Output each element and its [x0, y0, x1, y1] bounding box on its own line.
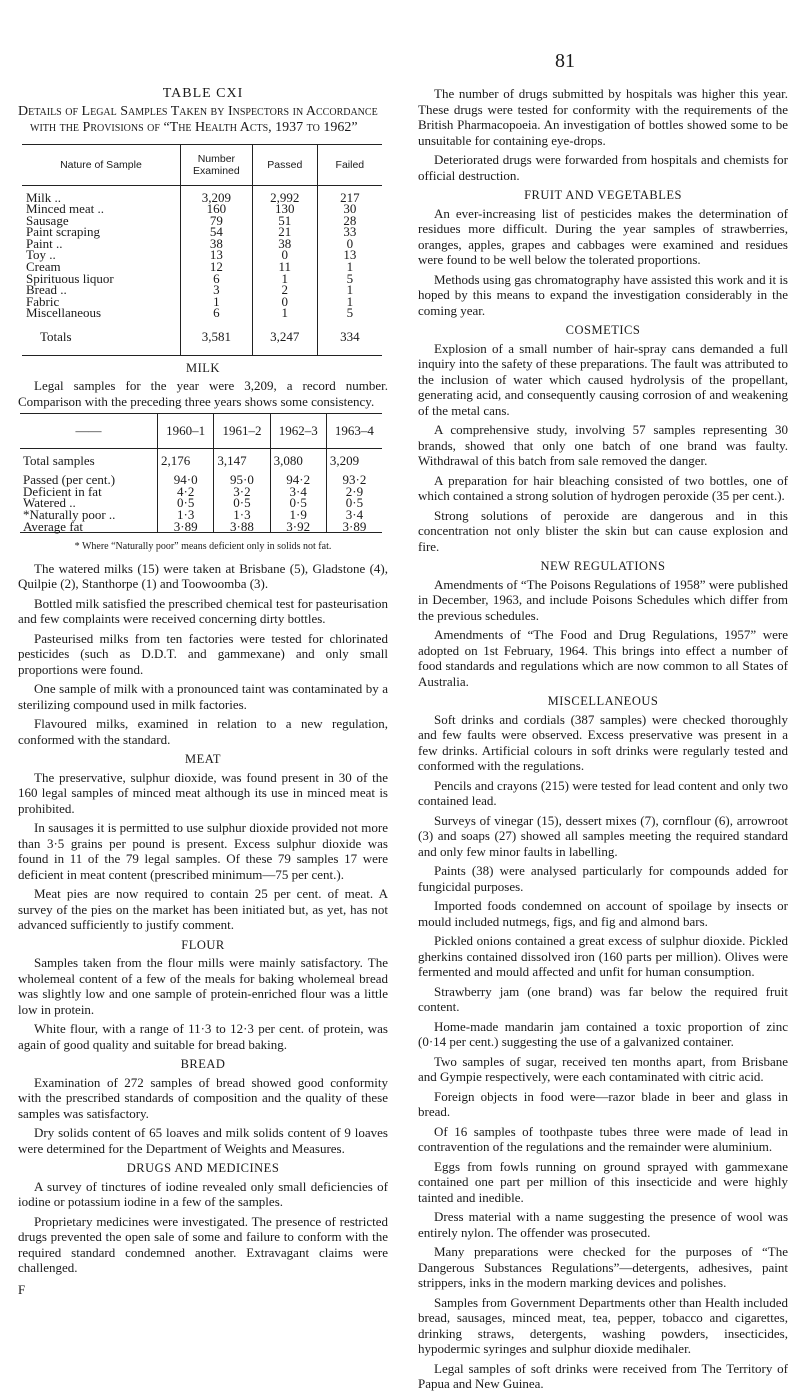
- table-cell: 1: [252, 307, 317, 319]
- table-cell: 130: [252, 203, 317, 215]
- table-cell: Cream: [26, 259, 61, 275]
- paragraph: Examination of 272 samples of bread showed good conformity with the prescribed standards of composition and the quality of these samples was satisfactory.: [18, 1074, 388, 1121]
- miscellaneous-paragraphs: [418, 712, 788, 1392]
- table-cell: Totals: [40, 329, 72, 345]
- table-cell: Milk ..: [26, 189, 62, 205]
- column-header: Number Examined: [180, 145, 252, 186]
- samples-table-header: [22, 145, 382, 186]
- paragraph: Strawberry jam (one brand) was far below the required fruit content.: [418, 983, 788, 1014]
- table-cell: *Naturally poor ..: [23, 507, 116, 522]
- table-cell: 3·89: [326, 521, 382, 533]
- right-column: [418, 86, 788, 1396]
- table-cell: 1·3: [214, 509, 270, 521]
- paragraph: Deteriorated drugs were forwarded from hospitals and chemists for official destruction.: [418, 152, 788, 183]
- table-cell: 28: [317, 215, 382, 227]
- table-cell: 3: [180, 284, 252, 296]
- paragraph: Surveys of vinegar (15), dessert mixes (7), cornflour (6), arrowroot (3) and soaps (27) showed all samples meeting the required standard and only few minor faults in labelling.: [418, 812, 788, 859]
- table-cell: 2,992: [252, 185, 317, 203]
- milk-comparison-table: [20, 414, 382, 532]
- table-row: [22, 249, 382, 261]
- table-cell: Fabric: [26, 293, 60, 309]
- table-cell: Paint scraping: [26, 224, 101, 240]
- paragraph: Pencils and crayons (215) were tested for lead content and only two contained lead.: [418, 777, 788, 808]
- samples-table: [22, 145, 382, 355]
- paragraph: Samples taken from the flour mills were mainly satisfactory. The wholemeal content of a few of the meals for baking wholemeal bread was slightly low and one sample of protein-enriched flour was a little low in protein.: [18, 955, 388, 1017]
- paragraph: Of 16 samples of toothpaste tubes three were made of lead in contravention of the regulations and the remainder were aluminium.: [418, 1123, 788, 1154]
- table-cell: 3·4: [326, 509, 382, 521]
- table-cell: 0·5: [326, 497, 382, 509]
- table-row: [20, 521, 382, 533]
- paragraph: Amendments of “The Food and Drug Regulations, 1957” were adopted on 1st February, 1964. This brings into effect a number of food standards and regulations which are now common to all States of Australia.: [418, 627, 788, 689]
- table-row: [22, 203, 382, 215]
- table-cell: 38: [252, 238, 317, 250]
- table-cell: 0: [317, 238, 382, 250]
- table-cell: 3·89: [158, 521, 214, 533]
- table-cell: 334: [317, 319, 382, 355]
- paragraph: Soft drinks and cordials (387 samples) were checked thoroughly and few faults were observed. Excess preservative was present in a few drinks. Artificial colours in soft drinks were regularly tested and conformed with the regulations.: [418, 711, 788, 773]
- section-heading-cosmetics: COSMETICS: [565, 323, 641, 337]
- section-heading-drugs: DRUGS AND MEDICINES: [126, 1161, 280, 1176]
- table-cell: 94·0: [158, 474, 214, 486]
- table-cell: 3,209: [326, 448, 382, 474]
- table-cell: 3·92: [270, 521, 326, 533]
- signature-letter: F: [18, 1281, 26, 1297]
- paragraph: One sample of milk with a pronounced taint was contaminated by a sterilizing compound used in milk factories.: [18, 681, 388, 712]
- paragraph: Legal samples for the year were 3,209, a record number. Comparison with the preceding three years shows some consistency.: [18, 378, 388, 409]
- table-cell: 51: [252, 215, 317, 227]
- paragraph: Explosion of a small number of hair-spray cans demanded a full inquiry into the safety of these preparations. The fault was attributed to the inclusion of water which caused hydrolysis of the propellant, generating acid, and consequently causing corrosion of and weakening of the metal cans.: [418, 340, 788, 418]
- table-cell: 0: [252, 296, 317, 308]
- table-cell: 2: [252, 284, 317, 296]
- paragraph: Meat pies are now required to contain 25 per cent. of meat. A survey of the pies on the market has been initiated but, as yet, has not advanced sufficiently to justify comment.: [18, 886, 388, 933]
- table-cell: 3·2: [214, 486, 270, 498]
- paragraph: Legal samples of soft drinks were received from The Territory of Papua and New Guinea.: [418, 1360, 788, 1391]
- paragraph: Eggs from fowls running on ground sprayed with gammexane contained one part per million of this insecticide and were highly tainted and inedible.: [418, 1158, 788, 1205]
- table-bottom-rule: [22, 355, 382, 356]
- table-cell: 217: [317, 185, 382, 203]
- paragraph: The number of drugs submitted by hospitals was higher this year. These drugs were tested for conformity with the requirements of the British Pharmacopoeia. An investigation of bottles showed some to be unsuitable for containing eye-drops.: [418, 86, 788, 148]
- paragraph: Pickled onions contained a great excess of sulphur dioxide. Pickled gherkins contained dissolved iron (160 parts per million). Olives were fermented and mould affected and unfit for human consumption.: [418, 933, 788, 979]
- table-cell: 1: [252, 273, 317, 285]
- paragraph: Imported foods condemned on account of spoilage by insects or mould included nutmegs, figs, and fig and almond bars.: [418, 898, 788, 929]
- paragraph: Bottled milk satisfied the prescribed chemical test for pasteurisation and few complaints were received concerning dirty bottles.: [18, 595, 388, 627]
- table-cell: 1·3: [158, 509, 214, 521]
- column-header: 1960–1: [158, 414, 214, 448]
- milk-paragraphs: [18, 561, 388, 748]
- bread-paragraphs: [18, 1075, 388, 1157]
- section-heading-miscellaneous: MISCELLANEOUS: [547, 694, 659, 708]
- section-heading-meat: MEAT: [184, 752, 222, 767]
- table-cell: 54: [180, 226, 252, 238]
- table-cell: Deficient in fat: [23, 483, 102, 499]
- table-cell: 5: [317, 307, 382, 319]
- table-title: TABLE CXI: [162, 86, 244, 101]
- table-caption: Details of Legal Samples Taken by Inspectors in Accordance with the Provisions of “The Health Acts, 1937 to 1962”: [18, 103, 378, 135]
- table-row: [22, 238, 382, 250]
- table-cell: 38: [180, 238, 252, 250]
- table-row: [22, 273, 382, 285]
- paragraph: The watered milks (15) were taken at Brisbane (5), Gladstone (4), Quilpie (2), Stanthorpe (1) and Toowoomba (3).: [18, 560, 388, 592]
- paragraph: Foreign objects in food were—razor blade in beer and glass in bread.: [418, 1088, 788, 1119]
- paragraph: Samples from Government Departments other than Health included bread, sausages, minced meat, tea, pepper, tobacco and cigarettes, drinking straws, detergents, washing powders, insecticides, hypodermic syringes and sulphur dioxide medihaler.: [418, 1294, 788, 1356]
- regulations-paragraphs: [418, 577, 788, 690]
- table-cell: 12: [180, 261, 252, 273]
- section-heading-regulations: NEW REGULATIONS: [540, 559, 666, 573]
- table-cell: Total samples: [23, 452, 95, 468]
- table-cell: Watered ..: [23, 495, 76, 511]
- page-number: 81: [555, 50, 575, 72]
- paragraph: Dress material with a name suggesting the presence of wool was entirely nylon. The offender was prosecuted.: [418, 1209, 788, 1240]
- table-cell: 1·9: [270, 509, 326, 521]
- table-cell: 0·5: [214, 497, 270, 509]
- table-cell: 0·5: [270, 497, 326, 509]
- table-cell: 0: [252, 249, 317, 261]
- paragraph: A survey of tinctures of iodine revealed only small deficiencies of iodine or potassium iodine in a few of the samples.: [18, 1178, 388, 1210]
- table-cell: 33: [317, 226, 382, 238]
- table-row: [22, 307, 382, 319]
- table-cell: 21: [252, 226, 317, 238]
- table-cell: Toy ..: [26, 247, 56, 263]
- paragraph: Pasteurised milks from ten factories were tested for chlorinated pesticides (such as D.D.T. and gammexane) and only small proportions were found.: [18, 630, 388, 677]
- table-cell: 3,247: [252, 319, 317, 355]
- table-cell: 3·88: [214, 521, 270, 533]
- table-cell: 94·2: [270, 474, 326, 486]
- table-cell: 93·2: [326, 474, 382, 486]
- totals-row: [22, 319, 382, 355]
- table-cell: Bread ..: [26, 282, 67, 298]
- paragraph: Dry solids content of 65 loaves and milk solids content of 9 loaves were determined for the Department of Weights and Measures.: [18, 1125, 388, 1156]
- table-cell: Minced meat ..: [26, 201, 104, 217]
- section-heading-flour: FLOUR: [181, 937, 225, 952]
- total-samples-row: [20, 448, 382, 474]
- table-cell: 0·5: [158, 497, 214, 509]
- paragraph: An ever-increasing list of pesticides makes the determination of residues more difficult. During the year samples of strawberries, oranges, apples, grapes and cabbages were examined and residues were found to be well below the tolerated proportions.: [418, 205, 788, 267]
- paragraph: Flavoured milks, examined in relation to a new regulation, conformed with the standard.: [18, 716, 388, 747]
- table-cell: 3,209: [180, 185, 252, 203]
- table-cell: 2·9: [326, 486, 382, 498]
- table-cell: Paint ..: [26, 235, 63, 251]
- paragraph: A comprehensive study, involving 57 samples representing 30 brands, showed that only one batch of one brand was faulty. Withdrawal of this batch from sale removed the danger.: [418, 422, 788, 468]
- table-cell: 3·4: [270, 486, 326, 498]
- section-heading-milk: MILK: [186, 360, 220, 375]
- table-cell: 3,147: [214, 448, 270, 474]
- table-cell: 1: [180, 296, 252, 308]
- fruit-paragraphs: [418, 206, 788, 319]
- table-cell: 3,080: [270, 448, 326, 474]
- table-cell: 1: [317, 284, 382, 296]
- table-cell: Miscellaneous: [26, 305, 102, 321]
- table-cell: 6: [180, 307, 252, 319]
- meat-paragraphs: [18, 770, 388, 933]
- table-cell: 13: [317, 249, 382, 261]
- column-header: 1961–2: [214, 414, 270, 448]
- column-header: Passed: [252, 145, 317, 186]
- table-row: [22, 284, 382, 296]
- table-row: [22, 226, 382, 238]
- table-cell: 2,176: [158, 448, 214, 474]
- table-cell: 4·2: [158, 486, 214, 498]
- section-heading-fruit: FRUIT AND VEGETABLES: [524, 188, 682, 202]
- table-cell: 1: [317, 261, 382, 273]
- table-cell: 1: [317, 296, 382, 308]
- paragraph: Paints (38) were analysed particularly for compounds added for fungicidal purposes.: [418, 863, 788, 894]
- table-cell: 13: [180, 249, 252, 261]
- table-cell: 160: [180, 203, 252, 215]
- paragraph: Strong solutions of peroxide are dangerous and in this concentration not only blister the skin but can cause explosion and fire.: [418, 507, 788, 554]
- table-cell: Average fat: [23, 518, 84, 534]
- column-header: Nature of Sample: [22, 145, 180, 186]
- column-header: 1963–4: [326, 414, 382, 448]
- table-cell: 79: [180, 215, 252, 227]
- paragraph: A preparation for hair bleaching consisted of two bottles, one of which contained a strong solution of hydrogen peroxide (35 per cent.).: [418, 472, 788, 503]
- table-cell: 5: [317, 273, 382, 285]
- column-header: ——: [20, 414, 158, 448]
- drugs-paragraphs: [18, 1179, 388, 1276]
- cosmetics-paragraphs: [418, 341, 788, 555]
- paragraph: The preservative, sulphur dioxide, was found present in 30 of the 160 legal samples of minced meat although its use in minced meat is prohibited.: [18, 769, 388, 816]
- section-heading-bread: BREAD: [180, 1057, 226, 1072]
- drugs-continued-paragraphs: [418, 86, 788, 183]
- table-cell: 11: [252, 261, 317, 273]
- table-cell: Spirituous liquor: [26, 270, 114, 286]
- footnote: * Where “Naturally poor” means deficient only in solids not fat.: [74, 541, 332, 553]
- left-column: [18, 86, 388, 1297]
- paragraph: In sausages it is permitted to use sulphur dioxide provided not more than 3·5 grains per pound is present. Excess sulphur dioxide was found in 11 of the 79 legal samples. Of these 79 samples 17 were deficient in meat content (prescribed minimum—75 per cent.).: [18, 820, 388, 882]
- paragraph: Proprietary medicines were investigated. The presence of restricted drugs prevented the open sale of some and failure to conform with the required standard condemned another. Extravagant claims were challenged.: [18, 1213, 388, 1276]
- paragraph: Home-made mandarin jam contained a toxic proportion of zinc (0·14 per cent.) suggesting the use of a galvanized container.: [418, 1018, 788, 1049]
- flour-paragraphs: [18, 955, 388, 1052]
- table-cell: Sausage: [26, 212, 69, 228]
- paragraph: Amendments of “The Poisons Regulations of 1958” were published in December, 1963, and include Poisons Schedules which differ from the previous schedules.: [418, 576, 788, 623]
- paragraph: White flour, with a range of 11·3 to 12·3 per cent. of protein, was again of good quality and suitable for bread baking.: [18, 1021, 388, 1052]
- table-cell: 3,581: [180, 319, 252, 355]
- table-cell: 6: [180, 273, 252, 285]
- paragraph: Two samples of sugar, received ten months apart, from Brisbane and Gympie respectively, were each contaminated with citric acid.: [418, 1053, 788, 1084]
- table-cell: 95·0: [214, 474, 270, 486]
- paragraph: Methods using gas chromatography have assisted this work and it is hoped by this means to expand the investigation considerably in the coming year.: [418, 271, 788, 318]
- column-header: 1962–3: [270, 414, 326, 448]
- table-cell: 30: [317, 203, 382, 215]
- paragraph: Many preparations were checked for the purposes of “The Dangerous Substances Regulations”—detergents, adhesives, paint strippers, inks in the modern marking devices and polishes.: [418, 1244, 788, 1290]
- table-cell: Passed (per cent.): [23, 472, 116, 488]
- column-header: Failed: [317, 145, 382, 186]
- milk-table-header: [20, 414, 382, 448]
